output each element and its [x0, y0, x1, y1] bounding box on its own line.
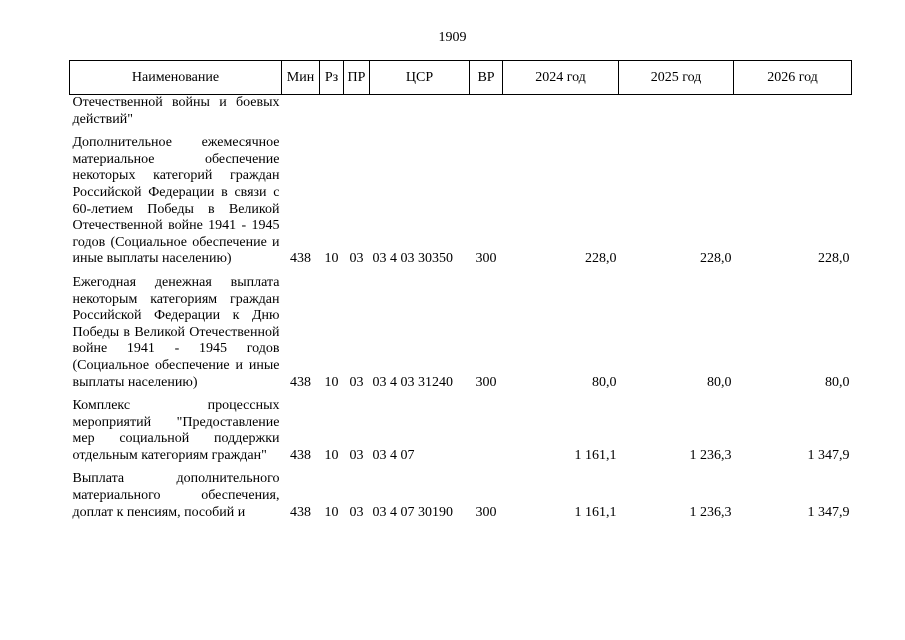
header-pr: ПР: [344, 61, 370, 95]
cell-2026: 228,0: [818, 251, 850, 267]
cell-2025: 80,0: [707, 374, 732, 390]
row-spacer: [70, 268, 852, 275]
cell-min: 438: [290, 504, 311, 520]
header-2026: 2026 год: [734, 61, 852, 95]
cell-min: 438: [290, 447, 311, 463]
row-name-text: Дополнительное ежемесячное материальное обеспечение некоторых категорий граждан Российской Федерации в связи с 60-летием Победы в Великой Отечественной войне 1941 - 1945 годов (Социальное обеспечение и иные выплаты населению): [72, 135, 280, 267]
table-row: [70, 135, 852, 268]
header-vr: ВР: [470, 61, 503, 95]
cell-name: [70, 398, 282, 464]
row-spacer-cell: [70, 464, 852, 471]
row-spacer: [70, 128, 852, 135]
cell-2024: [503, 95, 619, 129]
cell-2026: 1 347,9: [807, 447, 850, 463]
header-rz: Рз: [320, 61, 344, 95]
cell-2024: 1 161,1: [574, 504, 617, 520]
cell-pr: 03: [349, 504, 364, 520]
cell-rz: 10: [324, 374, 339, 390]
cell-min: [282, 95, 320, 129]
cell-min: 438: [290, 374, 311, 390]
cell-rz: 10: [324, 447, 339, 463]
cell-2024: 80,0: [592, 374, 617, 390]
cell-2024: 1 161,1: [574, 447, 617, 463]
row-spacer-cell: [70, 128, 852, 135]
row-spacer-cell: [70, 268, 852, 275]
cell-pr: 03: [349, 251, 364, 267]
row-name-text: Отечественной войны и боевых действий": [72, 95, 280, 127]
cell-pr: 03: [349, 447, 364, 463]
row-spacer: [70, 391, 852, 398]
cell-vr: 300: [475, 374, 497, 390]
row-spacer: [70, 464, 852, 471]
cell-2025: [619, 95, 734, 129]
cell-2025: 1 236,3: [689, 447, 732, 463]
cell-vr: 300: [475, 504, 497, 520]
cell-min: 438: [290, 251, 311, 267]
cell-name: [70, 135, 282, 268]
cell-rz: 10: [324, 504, 339, 520]
cell-pr: 03: [349, 374, 364, 390]
row-name-text: Комплекс процессных мероприятий "Предоставление мер социальной поддержки отдельным категориям граждан": [72, 398, 280, 463]
cell-2025: 1 236,3: [689, 504, 732, 520]
table-row: [70, 398, 852, 464]
table-row: [70, 275, 852, 391]
cell-name: [70, 95, 282, 129]
row-name-text: Выплата дополнительного материального обеспечения, доплат к пенсиям, пособий и: [72, 471, 280, 520]
cell-csr: [370, 95, 470, 129]
cell-2026: 1 347,9: [807, 504, 850, 520]
cell-csr: 03 4 03 31240: [372, 374, 453, 390]
header-2025: 2025 год: [619, 61, 734, 95]
cell-vr: [470, 95, 503, 129]
cell-2024: 228,0: [585, 251, 617, 267]
budget-table: [69, 60, 852, 521]
row-name-text: Ежегодная денежная выплата некоторым категориям граждан Российской Федерации к Дню Победы в Великой Отечественной войне 1941 - 1945 годов (Социальное обеспечение и иные выплаты населению): [72, 274, 280, 390]
cell-2026: [734, 95, 852, 129]
header-csr: ЦСР: [370, 61, 470, 95]
cell-csr: 03 4 07: [372, 447, 415, 463]
page-number: 1909: [438, 30, 467, 45]
cell-rz: [320, 95, 344, 129]
header-min: Мин: [282, 61, 320, 95]
header-2024: 2024 год: [503, 61, 619, 95]
table-row: [70, 471, 852, 521]
header-name: Наименование: [70, 61, 282, 95]
cell-name: [70, 275, 282, 391]
cell-rz: 10: [324, 251, 339, 267]
table-header-row: [70, 61, 852, 95]
cell-csr: 03 4 07 30190: [372, 504, 453, 520]
table-row: [70, 95, 852, 129]
cell-vr: [470, 398, 503, 464]
cell-2026: 80,0: [825, 374, 850, 390]
cell-vr: 300: [475, 251, 497, 267]
cell-name: [70, 471, 282, 521]
cell-2025: 228,0: [700, 251, 732, 267]
cell-pr: [344, 95, 370, 129]
row-spacer-cell: [70, 391, 852, 398]
cell-csr: 03 4 03 30350: [372, 251, 453, 267]
